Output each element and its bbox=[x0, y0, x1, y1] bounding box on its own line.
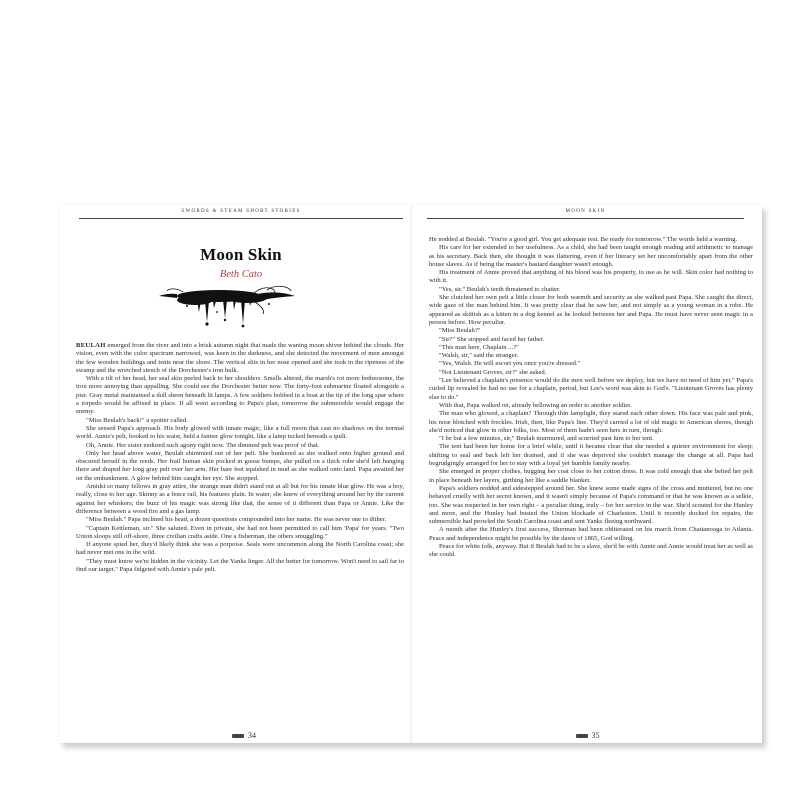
paragraph: "I be but a few minutes, sir," Beulah murmured, and scurried past him to her tent. bbox=[439, 435, 654, 443]
left-body-text bbox=[76, 342, 404, 722]
paragraph: "Yes, sir." Beulah's teeth threatened to chatter. bbox=[439, 285, 561, 293]
paragraph: "Miss Beulah." Papa inclined his head, a dozen questions compounded into her name. He was never one to dither. bbox=[86, 516, 387, 524]
paragraph: "Lee believed a chaplain's presence would do the men well before we deploy, but we have no need of him yet." Papa's curled lip revealed he had no use for a chaplain, period, but Lee's word was akin to God's. "Lieutenant Groves has plenty else to do." bbox=[429, 377, 753, 401]
paragraph: She clutched her own pelt a little closer for both warmth and security as she walked past Papa. She caught the direct, wide gaze of the man behind him. It was pretty clear that he saw her, and not simply as a young woman in a robe. He appeared as skittish as a kitten in a dog kennel as he looked between her and Papa. He must have never seen magic in a person before. How peculiar. bbox=[429, 294, 753, 326]
paragraph: BEULAH emerged from the river and into a brisk autumn night that made the waning moon shiver behind the clouds. Her vision, even with the color spectrum narrowed, was keen in the darkness, and she detected the movement of men amongst the few wooden buildings and tents near the shore. The vertical slits in her nose opened and she took in the ripeness of the swamp and the wretched stench of the Dorchester's iron hulk. bbox=[76, 342, 404, 374]
right-page bbox=[413, 205, 762, 743]
paragraph: "This man here, Chaplain ...?" bbox=[439, 343, 519, 351]
paragraph: Papa's soldiers nodded and sidestepped around her. She knew some made signs of the cross and muttered, but no one behaved cruelly with her secret known, and it wasn't simply because of Papa's command or that he was known as a selkie, too. She was respected in her own right – a peculiar thing, truly – for her service in the war. She'd scouted for the Hunley and more, and the Hunley had busted the Union blockade of Charleston. Until it recently docked for repairs, the submersible had prowled the South Carolina coast and sent Yanks fleeing northward. bbox=[429, 484, 753, 526]
paragraph: The man who glowed, a chaplain? Through thin lamplight, they stared each other down. His face was pale and pink, his nose blotched with freckles. Irish, then, like Papa's line. They'd carried a lot of old magic to American shores, though she'd noticed that glow in other folks, too. Most of them hadn't seen hers in turn, though. bbox=[429, 410, 753, 434]
ink-splash-ornament bbox=[157, 282, 307, 328]
paragraph: Only her head above water, Beulah shimmied out of her pelt. She bunkered as she walked onto higher ground and obscured herself in the reeds. Her frail human skin pocked in goose bumps, she pulled on a thick robe she'd left hanging there and draped her long gray pelt over her arm. Her bare feet squished in mud as she walked onto land. Papa awaited her on the embankment. A glow behind him caught her eye. She stopped. bbox=[76, 449, 404, 482]
book-spread bbox=[59, 205, 762, 743]
story-title: Moon Skin bbox=[200, 245, 282, 264]
paragraph: He nodded at Beulah. "You're a good girl. You get adequate rest. Be ready for tomorrow." The words held a warning. bbox=[429, 236, 738, 243]
paragraph: Peace for white folk, anyway. But if Beulah had to be a slave, she'd be with Annie and Annie would treat her as well as she could. bbox=[429, 542, 753, 559]
paragraph: "They must know we're hidden in the vicinity. Let the Yanks linger. All the better for tomorrow. Won't need to sail far to find our target." Papa fidgeted with Annie's pale pelt. bbox=[76, 557, 404, 574]
left-page bbox=[59, 205, 409, 743]
paragraph: "Yes, Walsh. He will escort you once you're dressed." bbox=[439, 360, 581, 368]
paragraph: "Miss Beulah?" bbox=[439, 327, 481, 335]
opening-word: BEULAH bbox=[76, 342, 106, 349]
paragraph: Oh, Annie. Her sister endured such agony right now. The dimmed pelt was proof of that. bbox=[86, 441, 320, 449]
paragraph: If anyone spied her, they'd likely think she was a porpoise. Seals were uncommon along the North Carolina coast; she had never met one in the wild. bbox=[76, 541, 404, 557]
paragraph: "Walsh, sir," said the stranger. bbox=[439, 352, 519, 360]
paragraph: She emerged in proper clothes, hugging her coat close to her cotton dress. It was cold enough that she belted her pelt in place beneath her layers, girthing her like a saddle blanket. bbox=[429, 468, 753, 484]
paragraph: His care for her extended to her usefulness. As a child, she had been taught enough reading and arithmetic to manage as his secretary. Back then, she thought it was flattering, even if her literacy set her uncomfortably apart from the other house slaves. As if being the master's bastard daughter wasn't enough. bbox=[429, 244, 753, 268]
paragraph: A month after the Hunley's first success, Sherman had been obliterated on his march from Chattanooga to Atlanta. Peace and independence might be possible by the dawn of 1865, God willing. bbox=[429, 526, 753, 542]
paragraph: She sensed Papa's approach. His body glowed with innate magic, like a full moon that cast no shadows on the normal world. Annie's pelt, hooked to his waist, held a fainter glow tonight, like a lamp tucked beneath a quilt. bbox=[76, 424, 404, 441]
paragraph: Amidst so many fellows in gray attire, the strange man didn't stand out at all but for his innate blue glow. He was a boy, really, close to her age. Skinny as a fence rail, his features plain. In water, she knew of everything around her by the current against her whiskers; the buzz of his magic was strong like that, the sense of it different than Papa or Annie. Like the difference between a wood fire and a gas lamp. bbox=[76, 483, 404, 515]
paragraph: "Miss Beulah's back!" a spotter called. bbox=[86, 416, 188, 424]
right-body-text bbox=[429, 236, 753, 723]
paragraph: "Not Lieutenant Groves, sir?" she asked. bbox=[439, 368, 547, 376]
author-name: Beth Cato bbox=[219, 269, 263, 280]
paragraph: "Sir?" She stopped and faced her father. bbox=[439, 335, 545, 343]
page-number-left: 34 bbox=[79, 731, 409, 740]
paragraph: His treatment of Annie proved that anything of his blood was his property, to use as he will. Skin color had nothing to with it. bbox=[429, 269, 753, 285]
paragraph: With a tilt of her head, her seal skin peeled back to her shoulders. Smells altered, the marsh's rot more bothersome, the iron more annoying than appalling. She could see the Dorchester better now. The forty-foot submarine floated alongside a pier. Gray metal maintained a dull sheen beneath lit lamps. A few soldiers bobbed in a boat at the tip of the long spar where a torpedo would be affixed in place. If all went according to Papa's plan, tomorrow the submersible would engage the enemy. bbox=[76, 375, 404, 416]
running-head-right: MOON SKIN bbox=[427, 209, 744, 219]
paragraph: The tent had been her home for a brief while, until it became clear that she needed a quieter environment for sleep; shifting to seal and back left her drained, and if she was deprived she couldn't manage the change at all. Papa had begrudgingly arranged for her to stay with a loyal yet humble family nearby. bbox=[429, 443, 753, 468]
folio-ornament-icon bbox=[576, 734, 588, 738]
page-number-right: 35 bbox=[413, 731, 762, 740]
folio-ornament-icon bbox=[232, 734, 244, 738]
paragraph: With that, Papa walked on, already bellowing an order to another soldier. bbox=[439, 401, 632, 409]
running-head-left: SWORDS & STEAM SHORT STORIES bbox=[79, 209, 403, 219]
paragraph: "Captain Kettleman, sir." She saluted. Even in private, she had not been permitted to call him 'Papa' for years. "Two Union sloops still off-shore, three civilian crafts aside. One a fisherman, the others smuggling." bbox=[76, 524, 404, 540]
